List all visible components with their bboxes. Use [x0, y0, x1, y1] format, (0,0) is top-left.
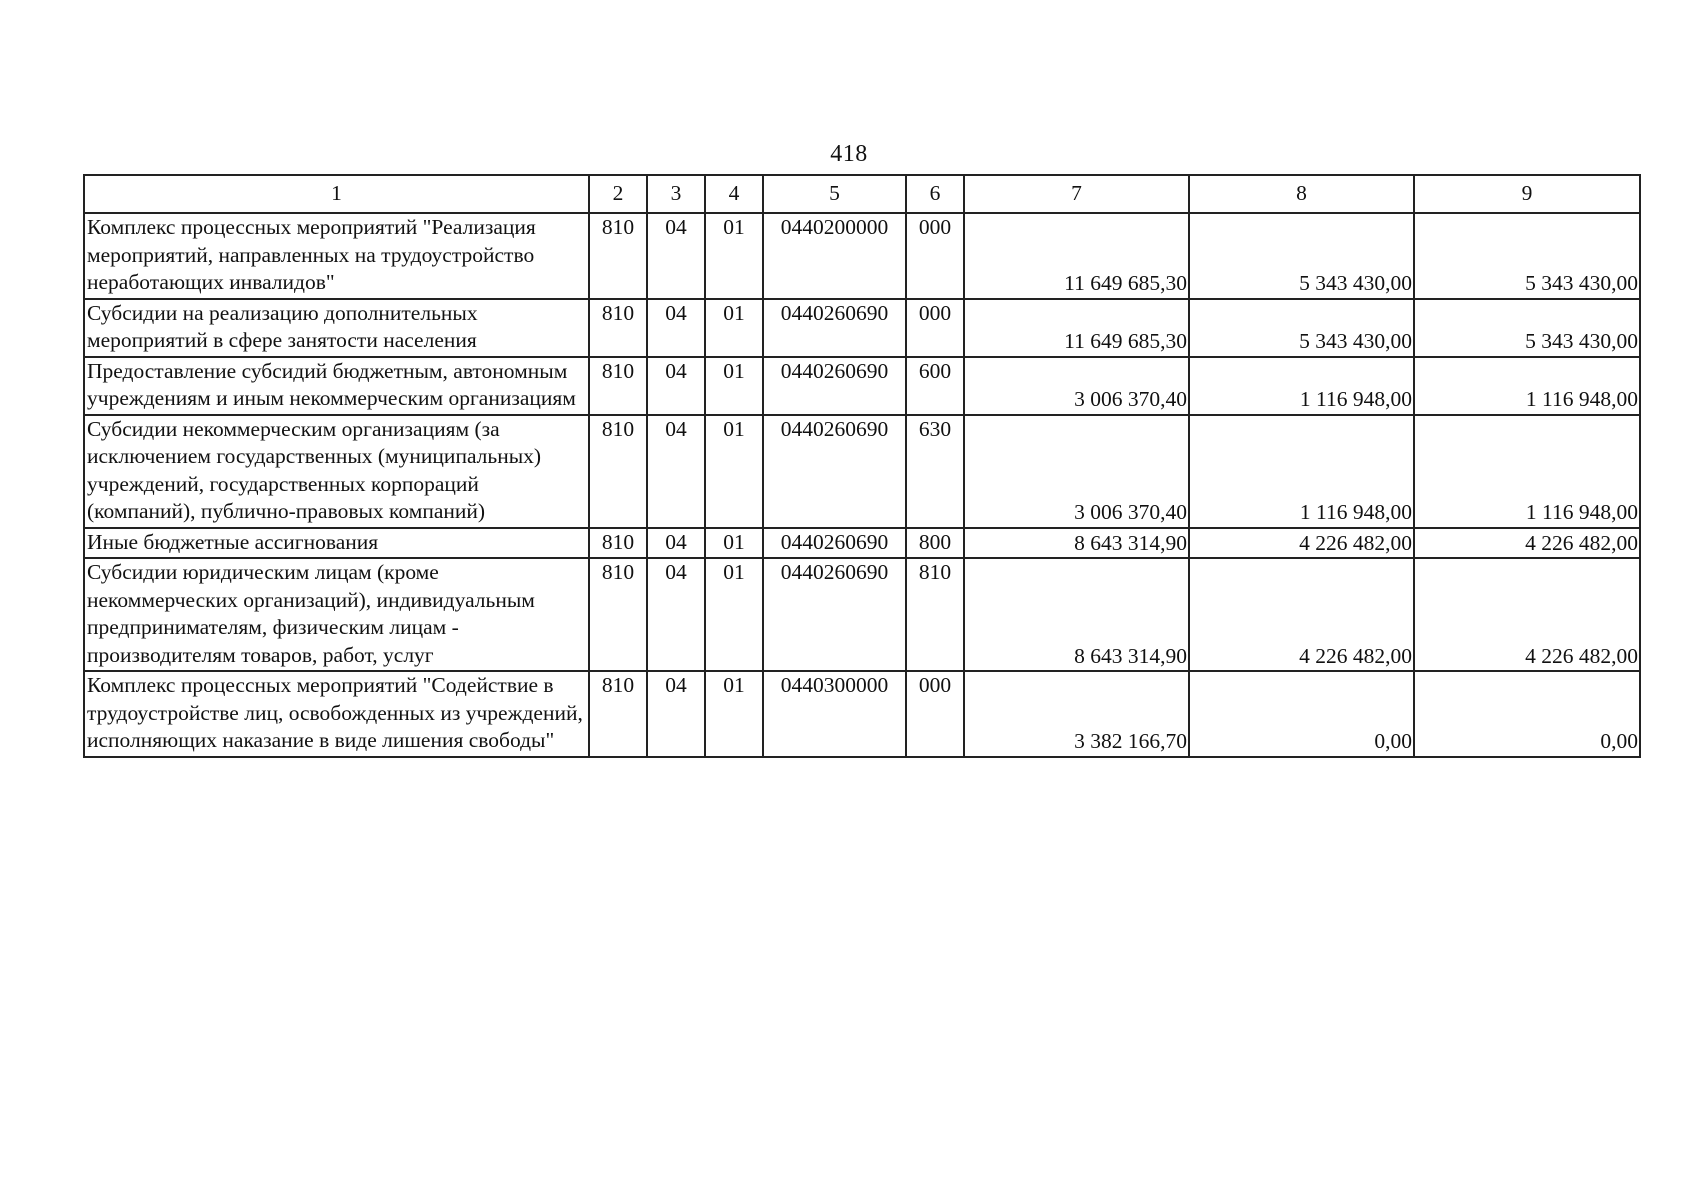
row-subsection-code: 01 — [705, 558, 763, 671]
row-subsection-code: 01 — [705, 357, 763, 415]
row-target-article-code: 0440260690 — [763, 299, 906, 357]
header-col-5: 5 — [763, 175, 906, 213]
row-expense-type-code: 000 — [906, 671, 964, 757]
row-amount-col-7: 3 006 370,40 — [964, 357, 1189, 415]
row-amount-col-9: 1 116 948,00 — [1414, 415, 1640, 528]
table-row — [84, 299, 1640, 357]
row-target-article-code: 0440300000 — [763, 671, 906, 757]
row-name: Субсидии юридическим лицам (кроме некоммерческих организаций), индивидуальным предпринимателям, физическим лицам - производителям товаров, работ, услуг — [84, 558, 589, 671]
row-target-article-code: 0440260690 — [763, 415, 906, 528]
row-target-article-code: 0440260690 — [763, 528, 906, 559]
row-expense-type-code: 000 — [906, 213, 964, 299]
header-col-2: 2 — [589, 175, 647, 213]
row-amount-col-9: 4 226 482,00 — [1414, 528, 1640, 559]
row-name: Комплекс процессных мероприятий "Содействие в трудоустройстве лиц, освобожденных из учреждений, исполняющих наказание в виде лишения свободы" — [84, 671, 589, 757]
row-amount-col-8: 4 226 482,00 — [1189, 528, 1414, 559]
row-amount-col-8: 4 226 482,00 — [1189, 558, 1414, 671]
row-name: Субсидии на реализацию дополнительных мероприятий в сфере занятости населения — [84, 299, 589, 357]
row-expense-type-code: 630 — [906, 415, 964, 528]
row-subsection-code: 01 — [705, 528, 763, 559]
table-row — [84, 415, 1640, 528]
row-amount-col-8: 1 116 948,00 — [1189, 357, 1414, 415]
header-col-8: 8 — [1189, 175, 1414, 213]
row-target-article-code: 0440200000 — [763, 213, 906, 299]
header-col-9: 9 — [1414, 175, 1640, 213]
header-col-4: 4 — [705, 175, 763, 213]
row-amount-col-9: 0,00 — [1414, 671, 1640, 757]
row-amount-col-8: 0,00 — [1189, 671, 1414, 757]
row-ved-code: 810 — [589, 671, 647, 757]
header-col-3: 3 — [647, 175, 705, 213]
row-expense-type-code: 810 — [906, 558, 964, 671]
row-section-code: 04 — [647, 357, 705, 415]
row-amount-col-9: 5 343 430,00 — [1414, 299, 1640, 357]
row-subsection-code: 01 — [705, 671, 763, 757]
row-subsection-code: 01 — [705, 415, 763, 528]
table-row — [84, 528, 1640, 559]
row-amount-col-8: 5 343 430,00 — [1189, 213, 1414, 299]
row-name: Субсидии некоммерческим организациям (за исключением государственных (муниципальных) учреждений, государственных корпораций (компаний), публично-правовых компаний) — [84, 415, 589, 528]
row-section-code: 04 — [647, 299, 705, 357]
row-ved-code: 810 — [589, 528, 647, 559]
row-section-code: 04 — [647, 415, 705, 528]
table-row — [84, 671, 1640, 757]
row-ved-code: 810 — [589, 213, 647, 299]
row-ved-code: 810 — [589, 357, 647, 415]
row-amount-col-7: 11 649 685,30 — [964, 299, 1189, 357]
row-section-code: 04 — [647, 213, 705, 299]
row-amount-col-8: 1 116 948,00 — [1189, 415, 1414, 528]
table-row — [84, 213, 1640, 299]
row-section-code: 04 — [647, 558, 705, 671]
row-amount-col-9: 1 116 948,00 — [1414, 357, 1640, 415]
header-col-7: 7 — [964, 175, 1189, 213]
row-amount-col-7: 11 649 685,30 — [964, 213, 1189, 299]
row-ved-code: 810 — [589, 299, 647, 357]
row-ved-code: 810 — [589, 415, 647, 528]
page-number: 418 — [830, 141, 868, 167]
row-amount-col-7: 3 382 166,70 — [964, 671, 1189, 757]
row-target-article-code: 0440260690 — [763, 357, 906, 415]
row-name: Комплекс процессных мероприятий "Реализация мероприятий, направленных на трудоустройство неработающих инвалидов" — [84, 213, 589, 299]
row-subsection-code: 01 — [705, 299, 763, 357]
row-expense-type-code: 800 — [906, 528, 964, 559]
row-subsection-code: 01 — [705, 213, 763, 299]
row-amount-col-9: 4 226 482,00 — [1414, 558, 1640, 671]
row-amount-col-7: 8 643 314,90 — [964, 558, 1189, 671]
row-amount-col-7: 8 643 314,90 — [964, 528, 1189, 559]
row-amount-col-7: 3 006 370,40 — [964, 415, 1189, 528]
row-section-code: 04 — [647, 528, 705, 559]
table-row — [84, 558, 1640, 671]
row-section-code: 04 — [647, 671, 705, 757]
row-target-article-code: 0440260690 — [763, 558, 906, 671]
row-amount-col-8: 5 343 430,00 — [1189, 299, 1414, 357]
budget-table — [83, 174, 1641, 758]
row-amount-col-9: 5 343 430,00 — [1414, 213, 1640, 299]
row-name: Иные бюджетные ассигнования — [84, 528, 589, 559]
row-ved-code: 810 — [589, 558, 647, 671]
table-row — [84, 357, 1640, 415]
table-header-row — [84, 175, 1640, 213]
header-col-6: 6 — [906, 175, 964, 213]
row-expense-type-code: 000 — [906, 299, 964, 357]
header-col-1: 1 — [84, 175, 589, 213]
row-expense-type-code: 600 — [906, 357, 964, 415]
row-name: Предоставление субсидий бюджетным, автономным учреждениям и иным некоммерческим организациям — [84, 357, 589, 415]
